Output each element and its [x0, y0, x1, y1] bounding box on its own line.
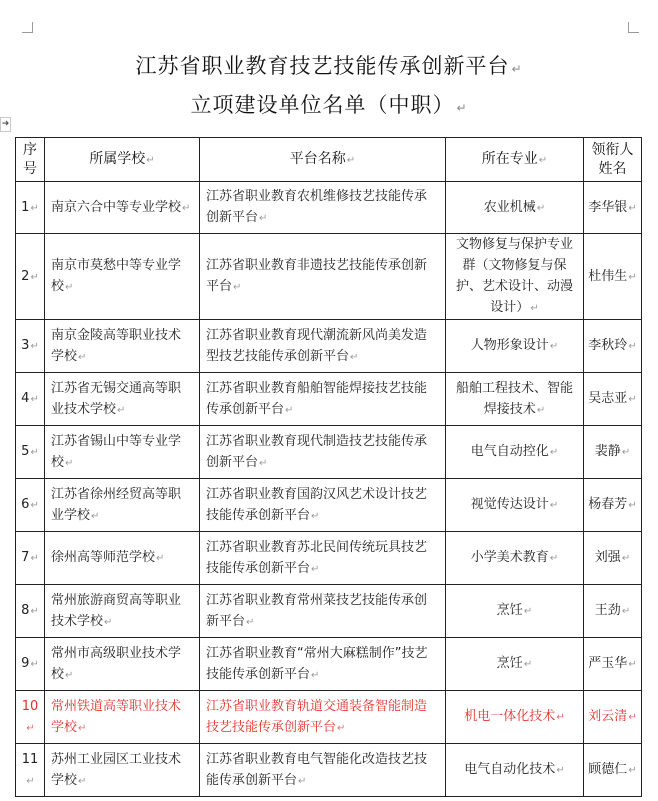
paragraph-mark: ↵: [536, 202, 546, 214]
cell-school-text: 徐州高等师范学校: [51, 550, 156, 565]
cell-no: [16, 638, 45, 691]
cell-no: [16, 320, 45, 373]
document-title-line2: 立项建设单位名单（中职） ↵: [190, 93, 468, 117]
cell-no: [16, 585, 45, 638]
paragraph-mark: ↵: [78, 775, 87, 787]
table-row: [16, 320, 642, 373]
cell-platform-text: 江苏省职业教育现代潮流新风尚美发造型技艺技能传承创新平台: [206, 327, 428, 364]
cell-platform: [200, 373, 446, 426]
paragraph-mark: ↵: [628, 341, 637, 352]
paragraph-mark: ↵: [523, 606, 533, 617]
cell-major-text: 人物形象设计: [470, 338, 549, 353]
cell-leader: [584, 744, 642, 797]
paragraph-mark: ↵: [30, 553, 39, 564]
paragraph-mark: ↵: [26, 775, 35, 787]
cell-platform: [200, 744, 446, 797]
table-row: [16, 373, 642, 426]
table-row: [16, 479, 642, 532]
cell-platform-text: 江苏省职业教育船舶智能焊接技艺技能传承创新平台: [206, 380, 428, 417]
cell-school-text: 常州旅游商贸高等职业技术学校: [51, 592, 182, 629]
paragraph-mark: ↵: [91, 510, 100, 522]
paragraph-mark: ↵: [156, 553, 165, 564]
cell-major-text: 视觉传达设计: [470, 497, 549, 512]
cell-school-text: 江苏省无锡交通高等职业技术学校: [51, 380, 182, 417]
cell-leader-text: 裴静: [594, 444, 621, 459]
paragraph-mark: ↵: [536, 404, 546, 416]
paragraph-mark: ↵: [628, 500, 637, 511]
cell-no: [16, 691, 45, 744]
paragraph-mark: ↵: [298, 775, 307, 787]
table-row: [16, 234, 642, 320]
cell-platform: [200, 479, 446, 532]
paragraph-mark: ↵: [311, 669, 320, 681]
cell-no-text: 7: [21, 550, 30, 565]
cell-no-text: 4: [21, 391, 30, 406]
cell-major: [446, 479, 584, 532]
cell-no-text: 8: [21, 603, 30, 618]
cell-school-text: 南京六合中等专业学校: [51, 199, 182, 215]
cell-major-text: 机电一体化技术: [464, 709, 556, 724]
cell-platform-text: 江苏省职业教育轨道交通装备智能制造技艺技能传承创新平台: [206, 698, 428, 735]
cell-school: [45, 234, 200, 320]
cell-major: [446, 638, 584, 691]
paragraph-mark: ↵: [233, 282, 242, 293]
paragraph-mark: ↵: [337, 722, 346, 734]
paragraph-mark: ↵: [65, 282, 74, 293]
header-school: 所属学校↵: [45, 138, 200, 182]
cell-platform-text: 江苏省职业教育非遗技艺技能传承创新平台: [206, 258, 428, 294]
cell-no-text: 6: [21, 497, 30, 512]
cell-no-text: 2: [21, 268, 30, 284]
cell-platform: [200, 532, 446, 585]
cell-major: [446, 691, 584, 744]
cell-platform-text: 江苏省职业教育农机维修技艺技能传承创新平台: [206, 189, 428, 225]
cell-major-text: 烹饪: [496, 656, 523, 671]
cell-major: [446, 234, 584, 320]
cell-major-text: 文物修复与保护专业群（文物修复与保护、艺术设计、动漫设计）: [455, 237, 573, 315]
cell-no: [16, 426, 45, 479]
paragraph-mark: ↵: [549, 553, 559, 564]
cell-school: [45, 532, 200, 585]
paragraph-mark: ↵: [621, 553, 631, 564]
cell-leader-text: 王劲: [594, 603, 621, 618]
cell-school: [45, 320, 200, 373]
cell-leader: [584, 234, 642, 320]
cell-major: [446, 585, 584, 638]
cell-platform-text: 江苏省职业教育苏北民间传统玩具技艺技能传承创新平台: [206, 539, 428, 576]
cell-major: [446, 320, 584, 373]
header-platform: 平台名称↵: [200, 138, 446, 182]
paragraph-mark: ↵: [549, 500, 559, 511]
cell-leader: [584, 532, 642, 585]
paragraph-mark: ↵: [628, 712, 637, 723]
table-row: [16, 638, 642, 691]
paragraph-mark: ↵: [26, 722, 35, 734]
cell-school: [45, 585, 200, 638]
page-corner-mark: [22, 22, 33, 33]
paragraph-mark: ↵: [30, 394, 39, 405]
paragraph-mark: ↵: [182, 202, 191, 214]
cell-major: [446, 182, 584, 234]
paragraph-mark: ↵: [30, 447, 39, 458]
paragraph-mark: ↵: [30, 202, 39, 214]
cell-major: [446, 532, 584, 585]
paragraph-mark: ↵: [78, 722, 87, 734]
cell-platform-text: 江苏省职业教育现代制造技艺技能传承创新平台: [206, 433, 428, 470]
table-row: [16, 426, 642, 479]
paragraph-mark: ↵: [628, 765, 637, 776]
paragraph-mark: ↵: [621, 447, 631, 458]
header-major: 所在专业↵: [446, 138, 584, 182]
cell-leader: [584, 373, 642, 426]
project-list-table: [15, 137, 642, 797]
cell-leader-text: 李华银: [588, 199, 628, 215]
cell-school: [45, 479, 200, 532]
cell-leader-text: 严玉华: [588, 656, 628, 671]
cell-leader-text: 杜伟生: [588, 268, 628, 284]
cell-leader-text: 顾德仁: [588, 762, 628, 777]
cell-leader: [584, 638, 642, 691]
cell-platform: [200, 691, 446, 744]
page-corner-mark: [628, 22, 639, 33]
cell-no-text: 5: [21, 444, 30, 459]
cell-major-text: 电气自动控化: [470, 444, 549, 459]
cell-platform: [200, 638, 446, 691]
paragraph-mark: ↵: [259, 457, 268, 469]
cell-major: [446, 373, 584, 426]
table-row: [16, 182, 642, 234]
cell-no: [16, 182, 45, 234]
cell-platform-text: 江苏省职业教育电气智能化改造技艺技能传承创新平台: [206, 751, 428, 788]
paragraph-mark: ↵: [30, 606, 39, 617]
cell-no: [16, 532, 45, 585]
cell-no-text: 3: [21, 338, 30, 353]
cell-school: [45, 638, 200, 691]
paragraph-mark: ↵: [311, 563, 320, 575]
cell-school-text: 南京市莫愁中等专业学校: [51, 258, 182, 294]
cell-school: [45, 182, 200, 234]
cell-school: [45, 744, 200, 797]
cell-leader-text: 刘强: [594, 550, 621, 565]
cell-no-text: 10: [21, 698, 39, 714]
table-row: [16, 585, 642, 638]
paragraph-mark: ↵: [530, 303, 539, 314]
paragraph-mark: ↵: [628, 659, 637, 670]
paragraph-mark: ↵: [549, 447, 559, 458]
paragraph-mark: ↵: [628, 394, 637, 405]
cell-platform: [200, 426, 446, 479]
cell-school: [45, 373, 200, 426]
table-header-row: [16, 138, 642, 182]
paragraph-mark: ↵: [78, 351, 87, 363]
document-title-line1: 江苏省职业教育技艺技能传承创新平台 ↵: [135, 54, 523, 78]
paragraph-mark: ↵: [549, 341, 559, 352]
header-no: 序号: [16, 138, 45, 182]
cell-leader-text: 刘云清: [588, 709, 628, 724]
cell-no: [16, 479, 45, 532]
paragraph-mark: ↵: [523, 659, 533, 670]
cell-platform: [200, 182, 446, 234]
paragraph-mark: ↵: [259, 213, 268, 224]
cell-platform-text: 江苏省职业教育常州菜技艺技能传承创新平台: [206, 592, 428, 629]
table-row: [16, 744, 642, 797]
cell-no-text: 1: [21, 199, 30, 215]
cell-major-text: 电气自动化技术: [464, 762, 556, 777]
cell-school-text: 江苏省徐州经贸高等职业学校: [51, 486, 182, 523]
cell-no-text: 9: [21, 656, 30, 671]
paragraph-mark: ↵: [311, 510, 320, 522]
cell-school-text: 苏州工业园区工业技术学校: [51, 751, 182, 788]
cell-school-text: 南京金陵高等职业技术学校: [51, 327, 182, 364]
cell-school-text: 江苏省锡山中等专业学校: [51, 433, 182, 470]
table-move-handle-icon[interactable]: ➜: [0, 117, 11, 132]
paragraph-mark: ↵: [628, 271, 637, 283]
paragraph-mark: ↵: [30, 271, 39, 283]
cell-major: [446, 426, 584, 479]
paragraph-mark: ↵: [350, 351, 359, 363]
cell-platform: [200, 234, 446, 320]
paragraph-mark: ↵: [30, 500, 39, 511]
cell-leader-text: 李秋玲: [588, 338, 628, 353]
cell-no: [16, 373, 45, 426]
cell-major-text: 小学美术教育: [470, 550, 549, 565]
paragraph-mark: ↵: [246, 616, 255, 628]
paragraph-mark: ↵: [65, 457, 74, 469]
cell-leader: [584, 585, 642, 638]
cell-leader: [584, 691, 642, 744]
cell-school-text: 常州市高级职业技术学校: [51, 645, 182, 682]
paragraph-mark: ↵: [556, 712, 565, 723]
paragraph-mark: ↵: [621, 606, 631, 617]
paragraph-mark: ↵: [117, 404, 126, 416]
cell-platform: [200, 585, 446, 638]
paragraph-mark: ↵: [628, 202, 637, 214]
cell-school: [45, 691, 200, 744]
paragraph-mark: ↵: [65, 669, 74, 681]
paragraph-mark: ↵: [556, 765, 565, 776]
paragraph-mark: ↵: [30, 659, 39, 670]
cell-leader-text: 杨春芳: [588, 497, 628, 512]
paragraph-mark: ↵: [30, 341, 39, 352]
cell-leader-text: 吴志亚: [588, 391, 628, 406]
cell-no: [16, 234, 45, 320]
table-row: [16, 691, 642, 744]
cell-major-text: 烹饪: [496, 603, 523, 618]
cell-major-text: 农业机械: [483, 199, 536, 215]
table-row: [16, 532, 642, 585]
cell-platform: [200, 320, 446, 373]
header-leader: 领衔人姓名: [584, 138, 642, 182]
cell-leader: [584, 426, 642, 479]
cell-school: [45, 426, 200, 479]
cell-school-text: 常州铁道高等职业技术学校: [51, 698, 182, 735]
cell-major: [446, 744, 584, 797]
paragraph-mark: ↵: [285, 404, 294, 416]
cell-major-text: 船舶工程技术、智能焊接技术: [455, 380, 573, 417]
cell-leader: [584, 479, 642, 532]
cell-no-text: 11: [21, 751, 39, 767]
cell-leader: [584, 182, 642, 234]
paragraph-mark: ↵: [104, 616, 113, 628]
cell-platform-text: 江苏省职业教育国韵汉风艺术设计技艺技能传承创新平台: [206, 486, 428, 523]
cell-platform-text: 江苏省职业教育“常州大麻糕制作”技艺技能传承创新平台: [206, 645, 428, 682]
cell-no: [16, 744, 45, 797]
cell-leader: [584, 320, 642, 373]
